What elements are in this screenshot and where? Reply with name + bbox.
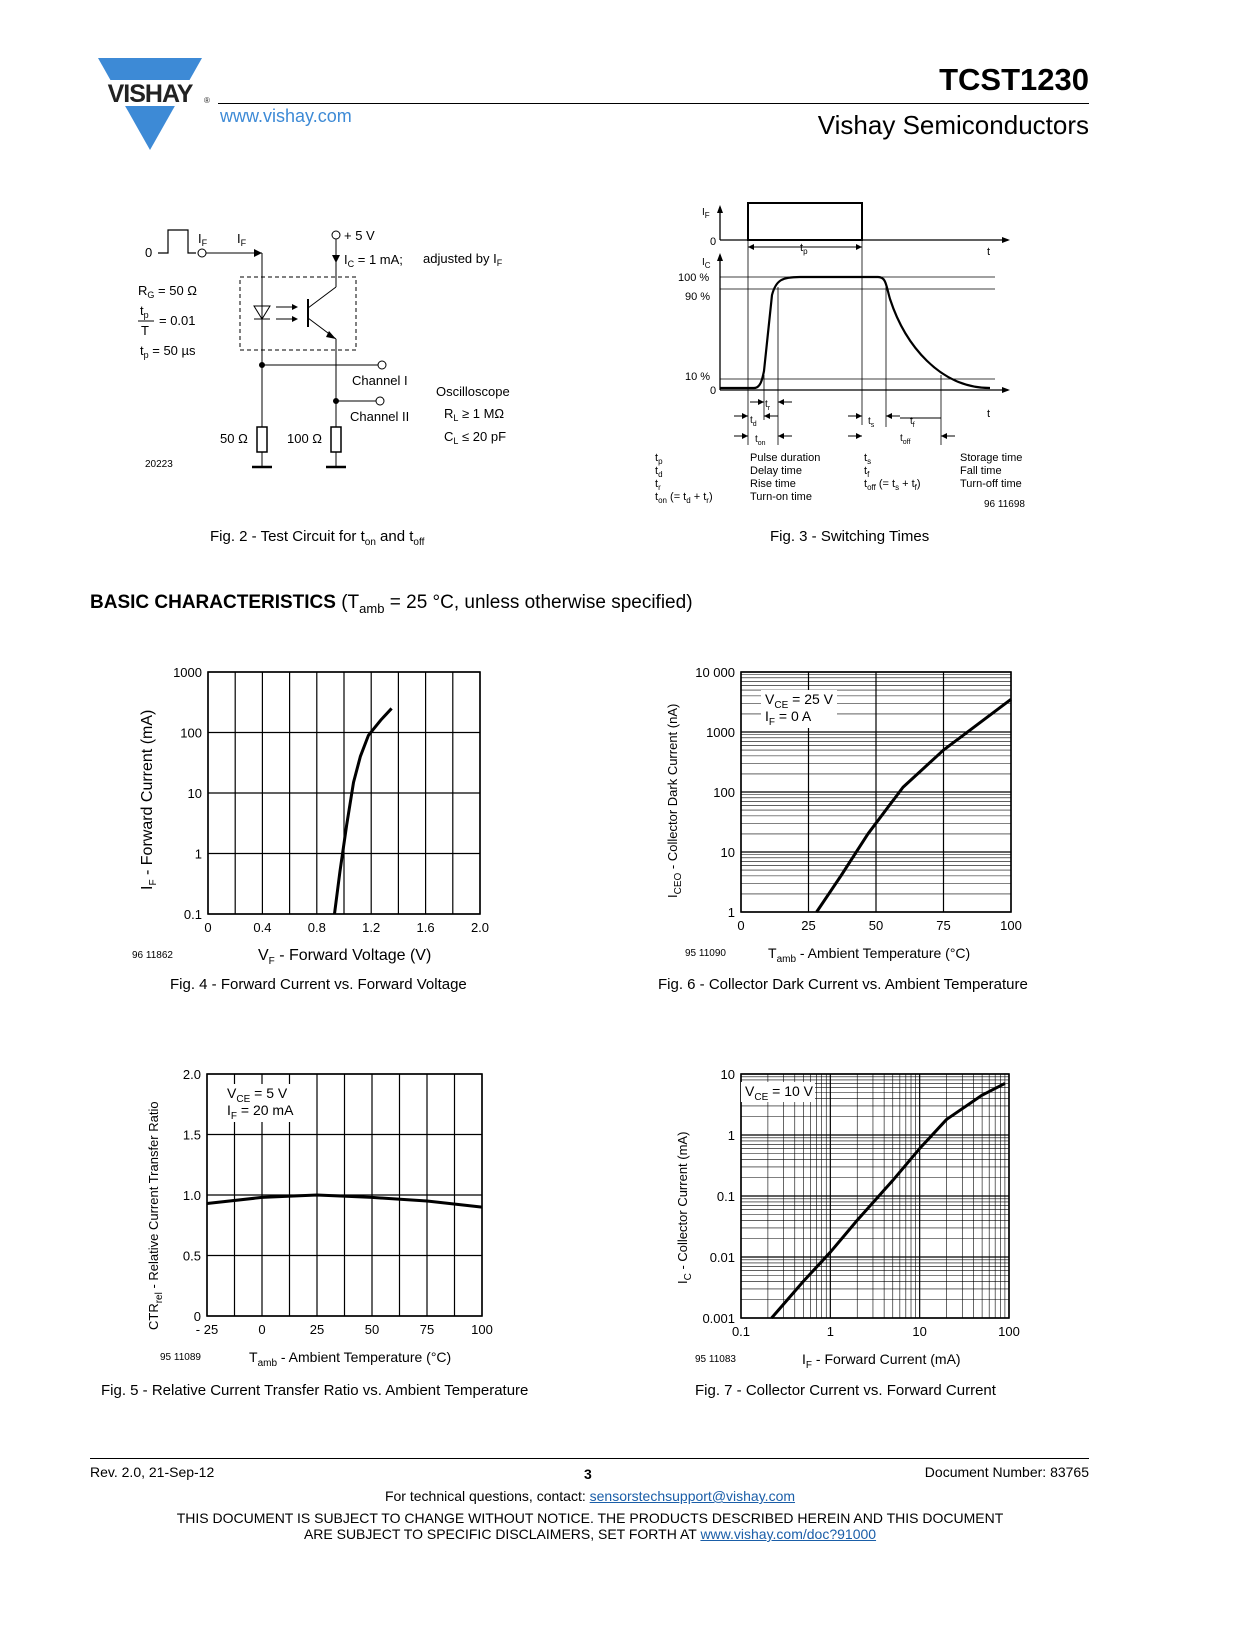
fig5-ytick-label: 2.0	[182, 1067, 201, 1082]
svg-text:Fall time: Fall time	[960, 465, 1002, 477]
svg-text:t: t	[987, 246, 991, 258]
fig4-xlabel: $V_F$ - Forward Voltage (V)	[258, 947, 432, 967]
svg-text:+ 5 V: + 5 V	[344, 228, 375, 243]
logo-text: VISHAY	[107, 80, 193, 108]
fig5-ytick-label: 0.5	[182, 1248, 201, 1264]
part-number: TCST1230	[939, 62, 1089, 97]
fig5-figure-id: 95 11089	[160, 1352, 201, 1363]
fig4-ytick-label: 1	[194, 846, 202, 862]
fig7-ytick-label: 0.001	[702, 1311, 735, 1326]
fig2-test-circuit	[130, 215, 550, 485]
fig4-caption: Fig. 4 - Forward Current vs. Forward Voltage	[170, 976, 467, 993]
fig4-xtick-label: 1.6	[416, 920, 435, 935]
section-heading: BASIC CHARACTERISTICS ($T_{amb} = 25$ °C, unless otherwise specified)	[90, 592, 693, 616]
fig6-chart	[655, 660, 1055, 970]
fig5-annotation-1: $V_{CE} = 5$ V	[227, 1085, 288, 1105]
fig6-figure-id: 95 11090	[685, 948, 726, 959]
svg-text:IF: $I_F$	[237, 231, 247, 248]
fig5-ytick-label: 0	[193, 1309, 201, 1324]
svg-text:90 %: 90 %	[685, 291, 711, 303]
disclaimer-line-2: ARE SUBJECT TO SPECIFIC DISCLAIMERS, SET FORTH AT www.vishay.com/doc?91000	[303, 1526, 877, 1542]
fig7-figure-id: 95 11083	[695, 1354, 736, 1365]
svg-text:Channel I: Channel I	[352, 373, 408, 388]
svg-text:ton: $t_{on}$	[755, 434, 766, 447]
fig6-ytick-label: 10 000	[695, 665, 735, 680]
website-link[interactable]: www.vishay.com	[220, 106, 352, 126]
fig6-ylabel: $I_{CEO}$ - Collector Dark Current (nA)	[665, 703, 684, 898]
fig4-xtick-label: 0	[204, 920, 212, 935]
fig7-series-line	[772, 1083, 1005, 1318]
fig5-xtick-label: 75	[419, 1322, 435, 1337]
fig7-xlabel: $I_F$ - Forward Current (mA)	[802, 1351, 961, 1371]
fig4-xtick-label: 0.8	[307, 920, 326, 935]
fig6-xtick-label: 100	[1000, 918, 1022, 933]
fig4-grid	[208, 672, 480, 914]
fig5-xtick-label: 25	[309, 1322, 325, 1337]
page-number: 3	[584, 1466, 592, 1482]
svg-text:Turn-off time: Turn-off time	[960, 478, 1022, 490]
fig7-ytick-label: 10	[720, 1067, 735, 1082]
fig3-caption: Fig. 3 - Switching Times	[770, 528, 930, 545]
header-rule	[218, 103, 1089, 104]
fig7-caption: Fig. 7 - Collector Current vs. Forward Current	[695, 1382, 996, 1399]
svg-text:toff (= ts + tf): $t_{off}$ (= $t_s + t_f$)	[864, 478, 921, 492]
fig6-xtick-label: 25	[801, 918, 816, 933]
svg-text:50 Ω: 50 Ω	[220, 431, 248, 446]
svg-text:IF: $I_F$	[702, 207, 710, 220]
svg-text:adjusted by IF: adjusted by $I_F$	[423, 251, 503, 268]
revision: Rev. 2.0, 21-Sep-12	[90, 1464, 215, 1480]
svg-text:tf: $t_f$	[910, 416, 915, 429]
svg-text:Turn-on time: Turn-on time	[750, 491, 812, 503]
fig7-ytick-label: 1	[727, 1128, 735, 1143]
fig7-annotation-1: $V_{CE} = 10$ V	[745, 1083, 814, 1103]
svg-text:ts: $t_s$	[864, 452, 872, 466]
fig4-ytick-label: 10	[187, 786, 202, 801]
svg-text:®: ®	[204, 96, 210, 105]
fig7-xtick-label: 100	[998, 1324, 1020, 1339]
fig4-ylabel: $I_F$ - Forward Current (mA)	[139, 709, 159, 890]
fig5-xlabel: $T_{amb}$ - Ambient Temperature (°C)	[249, 1349, 452, 1369]
disclaimer-link[interactable]: www.vishay.com/doc?91000	[700, 1526, 877, 1542]
svg-text:RG = 50 Ω: $R_G = 50$ Ω	[138, 283, 198, 300]
svg-text:CL ≤ 20 pF: $C_L \le 20$ pF	[444, 429, 507, 446]
svg-text:Rise time: Rise time	[750, 478, 796, 490]
fig4-series-line	[334, 708, 391, 914]
svg-text:= 0.01: = 0.01	[159, 313, 196, 328]
svg-text:ton (= td + tr): $t_{on}$ (= $t_d + t_r$)	[655, 491, 713, 505]
disclaimer-line-1: THIS DOCUMENT IS SUBJECT TO CHANGE WITHOUT NOTICE. THE PRODUCTS DESCRIBED HEREIN AND THIS DOCUMENT	[176, 1510, 1004, 1526]
svg-text:T: T	[141, 323, 149, 338]
fig4-ytick-label: 100	[180, 725, 202, 741]
svg-text:IC = 1 mA;: $I_C = 1$ mA;	[344, 252, 403, 269]
fig7-xtick-label: 0.1	[731, 1324, 751, 1339]
fig4-ytick-label: 0.1	[183, 907, 202, 922]
fig6-xtick-label: 75	[936, 918, 951, 933]
vishay-logo	[90, 56, 210, 152]
document-number: Document Number: 83765	[924, 1464, 1089, 1480]
fig5-ytick-label: 1.0	[182, 1188, 201, 1203]
fig6-ytick-label: 1	[727, 905, 735, 920]
fig6-ytick-label: 100	[713, 785, 735, 800]
svg-text:IC: $I_C$	[702, 257, 711, 270]
fig2-caption: Fig. 2 - Test Circuit for $t_{on}$ and $t_{off}$	[210, 528, 425, 548]
svg-text:Oscilloscope: Oscilloscope	[436, 384, 510, 399]
fig6-caption: Fig. 6 - Collector Dark Current vs. Ambient Temperature	[658, 976, 1028, 993]
svg-text:tp: $t_p$	[800, 242, 808, 256]
svg-text:ts: $t_s$	[868, 416, 875, 429]
svg-text:RL ≥ 1 MΩ: $R_L \ge 1$ MΩ	[444, 406, 505, 423]
fig3-switching-times	[650, 195, 1050, 515]
svg-text:0: 0	[145, 245, 153, 260]
fig6-xlabel: $T_{amb}$ - Ambient Temperature (°C)	[768, 945, 971, 965]
svg-text:td: $t_d$	[750, 415, 757, 428]
svg-text:tf: $t_f$	[864, 465, 870, 479]
fig4-ytick-label: 1000	[173, 665, 202, 680]
fig7-ylabel: $I_C$ - Collector Current (mA)	[675, 1131, 694, 1284]
fig6-annotation-2: $I_F = 0$ A	[765, 708, 812, 728]
fig4-xtick-label: 1.2	[362, 920, 381, 935]
fig6-series-line	[817, 699, 1011, 912]
fig4-xtick-label: 2.0	[470, 920, 490, 935]
svg-text:Delay time: Delay time	[750, 465, 802, 477]
fig7-ytick-label: 0.1	[716, 1189, 735, 1204]
svg-text:Channel II: Channel II	[350, 409, 410, 424]
svg-text:toff: $t_{off}$	[900, 433, 911, 446]
fig4-figure-id: 96 11862	[132, 950, 173, 961]
fig5-xtick-label: - 25	[195, 1322, 219, 1337]
svg-text:tr: $t_r$	[765, 399, 771, 412]
svg-text:Pulse duration: Pulse duration	[750, 452, 821, 464]
fig5-xtick-label: 0	[258, 1322, 266, 1337]
contact-line: For technical questions, contact: sensorstechsupport@vishay.com	[384, 1488, 796, 1504]
svg-text:0: 0	[710, 236, 717, 248]
fig5-xtick-label: 50	[364, 1322, 380, 1337]
fig7-chart	[655, 1062, 1055, 1377]
fig6-ytick-label: 1000	[706, 725, 735, 740]
svg-text:tp = 50 µs: $t_p = 50$ µs	[140, 343, 196, 360]
svg-text:Storage time: Storage time	[960, 452, 1023, 464]
fig5-xtick-label: 100	[471, 1322, 493, 1337]
fig7-xtick-label: 1	[826, 1324, 834, 1339]
footer-rule	[90, 1458, 1089, 1459]
svg-text:td: $t_d$	[655, 465, 663, 479]
fig4-chart	[120, 660, 520, 970]
svg-text:96 11698: 96 11698	[984, 499, 1025, 510]
fig5-caption: Fig. 5 - Relative Current Transfer Ratio vs. Ambient Temperature	[101, 1382, 529, 1399]
company-name: Vishay Semiconductors	[817, 110, 1089, 140]
fig6-xtick-label: 0	[737, 918, 745, 933]
fig5-chart	[120, 1062, 520, 1377]
fig7-ytick-label: 0.01	[709, 1250, 735, 1265]
fig5-annotation-2: $I_F = 20$ mA	[227, 1102, 294, 1122]
svg-text:10 %: 10 %	[685, 371, 711, 383]
fig6-ytick-label: 10	[720, 845, 735, 860]
fig5-ylabel: $CTR_{rel}$ - Relative Current Transfer Ratio	[146, 1101, 165, 1330]
fig6-xtick-label: 50	[868, 918, 884, 933]
fig7-xtick-label: 10	[912, 1324, 927, 1339]
fig6-annotation-1: $V_{CE} = 25$ V	[765, 691, 834, 711]
fig4-xtick-label: 0.4	[253, 920, 272, 935]
fig7-grid	[741, 1074, 1009, 1318]
svg-text:20223: 20223	[145, 459, 173, 470]
svg-text:IF: $I_F$	[198, 231, 208, 248]
svg-text:tr: $t_r$	[655, 478, 661, 492]
svg-text:100 Ω: 100 Ω	[287, 431, 323, 446]
contact-email-link[interactable]: sensorstechsupport@vishay.com	[589, 1488, 796, 1504]
svg-text:100 %: 100 %	[678, 272, 710, 284]
svg-text:0: 0	[710, 385, 717, 397]
svg-text:tp: $t_p$	[655, 452, 663, 466]
fig5-ytick-label: 1.5	[182, 1127, 201, 1143]
svg-text:t: t	[987, 408, 991, 420]
svg-text:tp: $t_p$	[140, 303, 149, 320]
